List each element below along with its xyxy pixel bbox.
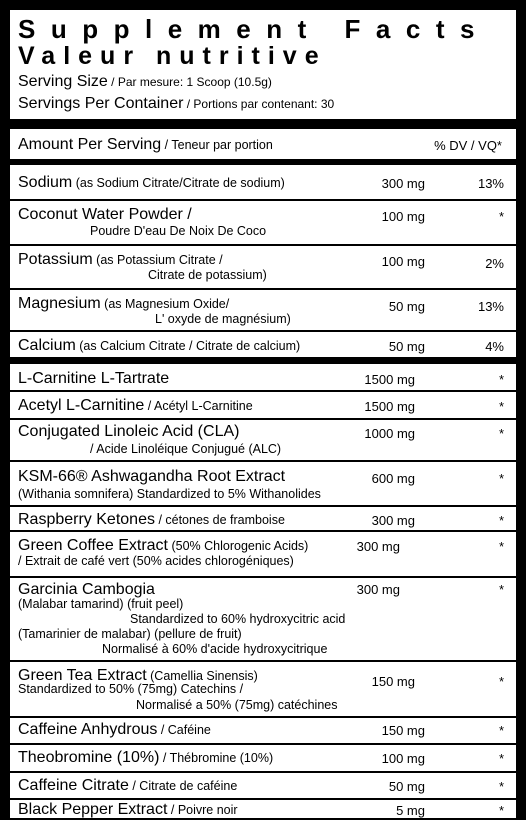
servings-detail: / Portions par contenant: 30	[183, 97, 335, 111]
amount-per-serving-header	[18, 136, 273, 154]
row-dv: 2%	[485, 256, 504, 271]
row-name: Garcinia Cambogia	[18, 581, 155, 598]
table-row	[10, 662, 516, 716]
table-row	[10, 201, 516, 244]
servings-per-container	[18, 94, 334, 114]
row-name: Coconut Water Powder /	[18, 206, 192, 223]
serving-size-label: Serving Size	[18, 73, 108, 90]
row-dv: *	[498, 674, 504, 689]
row-name: Green Tea Extract	[18, 667, 147, 684]
row-amount: 1500 mg	[364, 399, 415, 414]
table-row	[10, 773, 516, 798]
row-dv: *	[498, 399, 504, 414]
row-name: Acetyl L-Carnitine	[18, 397, 145, 414]
row-dv: *	[498, 209, 504, 224]
table-row	[10, 332, 516, 357]
table-row	[10, 745, 516, 771]
row-amount: 150 mg	[381, 723, 425, 738]
row-dv: *	[498, 751, 504, 766]
row-detail: (as Potassium Citrate /	[92, 253, 223, 267]
row-dv: 13%	[477, 299, 504, 314]
row-subtext: L' oxyde de magnésium)	[155, 312, 291, 326]
row-amount: 100 mg	[381, 209, 425, 224]
header-label: Amount Per Serving	[18, 136, 162, 153]
table-row	[10, 165, 516, 199]
table-row	[10, 532, 516, 576]
row-dv: *	[498, 723, 504, 738]
row-dv: *	[498, 426, 504, 441]
row-subtext: (Tamarinier de malabar) (pellure de fruit)	[18, 627, 242, 641]
row-name: Calcium	[18, 337, 76, 354]
row-detail: / Poivre noir	[167, 803, 238, 817]
serving-size	[18, 72, 272, 92]
row-detail: / Acétyl L-Carnitine	[144, 399, 253, 413]
row-detail: (as Magnesium Oxide/	[100, 297, 230, 311]
row-name: Theobromine (10%)	[18, 749, 160, 766]
table-row	[10, 392, 516, 418]
row-name: Green Coffee Extract	[18, 537, 168, 554]
row-detail: (50% Chlorogenic Acids)	[168, 539, 309, 553]
row-subtext: Standardized to 50% (75mg) Catechins /	[18, 682, 244, 696]
row-dv: 4%	[485, 339, 504, 354]
row-name: Caffeine Citrate	[18, 777, 129, 794]
row-dv: *	[498, 582, 504, 597]
row-subtext: Standardized to 60% hydroxycitric acid	[130, 612, 346, 626]
row-detail: (Camellia Sinensis)	[146, 669, 258, 683]
thick-divider	[10, 119, 516, 129]
table-row	[10, 507, 516, 530]
row-dv: 13%	[477, 176, 504, 191]
row-amount: 100 mg	[381, 254, 425, 269]
table-row	[10, 290, 516, 330]
row-subtext: Poudre D'eau De Noix De Coco	[90, 224, 267, 238]
table-row	[10, 462, 516, 505]
row-amount: 150 mg	[371, 674, 415, 689]
row-amount: 5 mg	[396, 803, 425, 818]
row-amount: 100 mg	[381, 751, 425, 766]
medium-divider	[10, 357, 516, 364]
row-subtext: Normalisé a 50% (75mg) catéchines	[136, 698, 338, 712]
row-amount: 1000 mg	[364, 426, 415, 441]
row-dv: *	[498, 539, 504, 554]
title: Supplement Facts	[18, 14, 490, 44]
row-detail: / Thébromine (10%)	[159, 751, 274, 765]
row-amount: 300 mg	[381, 176, 425, 191]
row-amount: 1500 mg	[364, 372, 415, 387]
row-name: L-Carnitine L-Tartrate	[18, 370, 170, 387]
row-amount: 300 mg	[356, 582, 400, 597]
row-dv: *	[498, 513, 504, 528]
row-subtext: Normalisé à 60% d'acide hydroxycitrique	[102, 642, 328, 656]
row-detail: / cétones de framboise	[154, 513, 285, 527]
row-name: Raspberry Ketones	[18, 511, 155, 528]
servings-label: Servings Per Container	[18, 95, 184, 112]
row-dv: *	[498, 779, 504, 794]
table-row	[10, 420, 516, 460]
subtitle: Valeur nutritive	[18, 42, 327, 70]
row-subtext: / Extrait de café vert (50% acides chlorogéniques)	[18, 554, 294, 568]
row-name: KSM-66® Ashwagandha Root Extract	[18, 468, 286, 485]
row-detail: / Citrate de caféine	[128, 779, 238, 793]
row-subtext: Citrate de potassium)	[148, 268, 267, 282]
row-subtext: (Withania somnifera) Standardized to 5% Withanolides	[18, 487, 321, 501]
row-name: Caffeine Anhydrous	[18, 721, 158, 738]
table-row	[10, 364, 516, 390]
table-row	[10, 246, 516, 288]
row-name: Magnesium	[18, 295, 101, 312]
serving-size-detail: / Par mesure: 1 Scoop (10.5g)	[107, 75, 272, 89]
row-name: Black Pepper Extract	[18, 801, 168, 818]
row-subtext: (Malabar tamarind) (fruit peel)	[18, 597, 184, 611]
dv-header: % DV / VQ*	[434, 138, 502, 153]
table-row	[10, 718, 516, 743]
row-amount: 50 mg	[388, 299, 425, 314]
row-amount: 300 mg	[371, 513, 415, 528]
supplement-facts-panel	[10, 10, 516, 818]
table-row	[10, 800, 516, 818]
row-name: Conjugated Linoleic Acid (CLA)	[18, 423, 240, 440]
row-amount: 300 mg	[356, 539, 400, 554]
row-dv: *	[498, 372, 504, 387]
row-amount: 50 mg	[388, 339, 425, 354]
row-name: Sodium	[18, 174, 73, 191]
row-dv: *	[498, 803, 504, 818]
row-amount: 600 mg	[371, 471, 415, 486]
row-name: Potassium	[18, 251, 93, 268]
row-detail: (as Sodium Citrate/Citrate de sodium)	[72, 176, 285, 190]
row-amount: 50 mg	[388, 779, 425, 794]
header-detail: / Teneur par portion	[161, 138, 273, 152]
row-detail: / Caféine	[157, 723, 211, 737]
row-detail: (as Calcium Citrate / Citrate de calcium)	[75, 339, 301, 353]
row-dv: *	[498, 471, 504, 486]
row-subtext: / Acide Linoléique Conjugué (ALC)	[90, 442, 282, 456]
table-row	[10, 578, 516, 660]
